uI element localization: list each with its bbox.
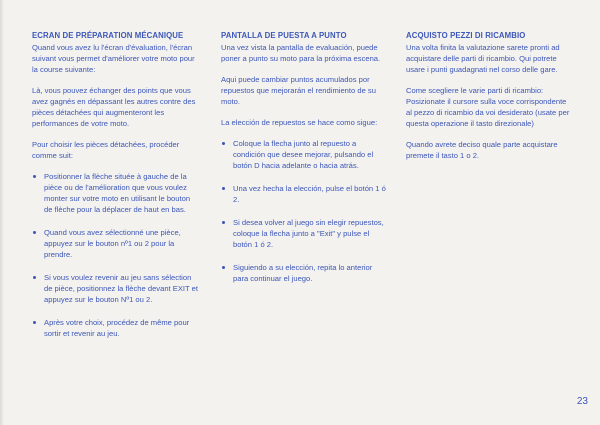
spanish-intro: Una vez vista la pantalla de evaluación, puede poner a punto su moto para la próxima escena. [221,43,381,63]
italian-column [406,30,572,171]
spanish-step: Siguiendo a su elección, repita lo anterior para continuar el juego. [221,262,386,284]
italian-para-3: Quando avrete deciso quale parte acquistare premete il tasto 1 o 2. [406,140,558,160]
italian-title: ACQUISTO PEZZI DI RICAMBIO [406,31,526,40]
spanish-steps-list [221,138,386,284]
spanish-step: Una vez hecha la elección, pulse el botón 1 ó 2. [221,183,386,205]
spanish-para-3: La elección de repuestos se hace como sigue: [221,118,378,127]
spanish-para-2: Aqui puede cambiar puntos acumulados por repuestos que mejorarán el rendimiento de su moto. [221,75,376,106]
french-step: Après votre choix, procédez de même pour sortir et revenir au jeu. [32,317,198,339]
page-fold-shadow [0,0,4,425]
french-para-2: Là, vous pouvez échanger des points que vous avez gagnés en dépassant les autres contre des pièces détachées qui augmenteront les performances de votre moto. [32,86,196,128]
french-step: Si vous voulez revenir au jeu sans sélection de pièce, positionnez la flèche devant EXIT et appuyez sur le bouton Nº1 ou 2. [32,272,198,305]
page-number: 23 [576,396,588,407]
french-title: ECRAN DE PRÉPARATION MÉCANIQUE [32,31,184,40]
french-para-3: Pour choisir les pièces détachées, procéder comme suit: [32,140,180,160]
french-column [32,30,198,351]
french-steps-list [32,171,198,339]
french-intro: Quand vous avez lu l'écran d'évaluation, l'écran suivant vous permet d'améliorer votre moto pour la course suivante: [32,43,195,74]
spanish-step: Si desea volver al juego sin elegir repuestos, coloque la flecha junto a "Exit" y pulse el botón 1 ó 2. [221,217,386,250]
french-step: Positionner la flèche située à gauche de la pièce ou de l'amélioration que vous voulez monter sur votre moto en utilisant le bouton de flèche pour la déplacer de haut en bas. [32,171,198,215]
spanish-step: Coloque la flecha junto al repuesto a condición que desee mejorar, pulsando el botón D hacia adelante o hacia atrás. [221,138,386,171]
spanish-column [221,30,386,296]
italian-para-2: Come scegliere le varie parti di ricambio: Posizionate il cursore sulla voce corrispondente al pezzo di ricambio da voi desiderato (usate per questa operazione il tasto direzionale) [406,86,570,128]
italian-intro: Una volta finita la valutazione sarete pronti ad acquistare delle parti di ricambio. Qui potrete usare i punti guadagnati nel corso delle gare. [406,43,560,74]
french-step: Quand vous avez sélectionné une pièce, appuyez sur le bouton nº1 ou 2 pour la prendre. [32,227,198,260]
spanish-title: PANTALLA DE PUESTA A PUNTO [221,31,347,40]
